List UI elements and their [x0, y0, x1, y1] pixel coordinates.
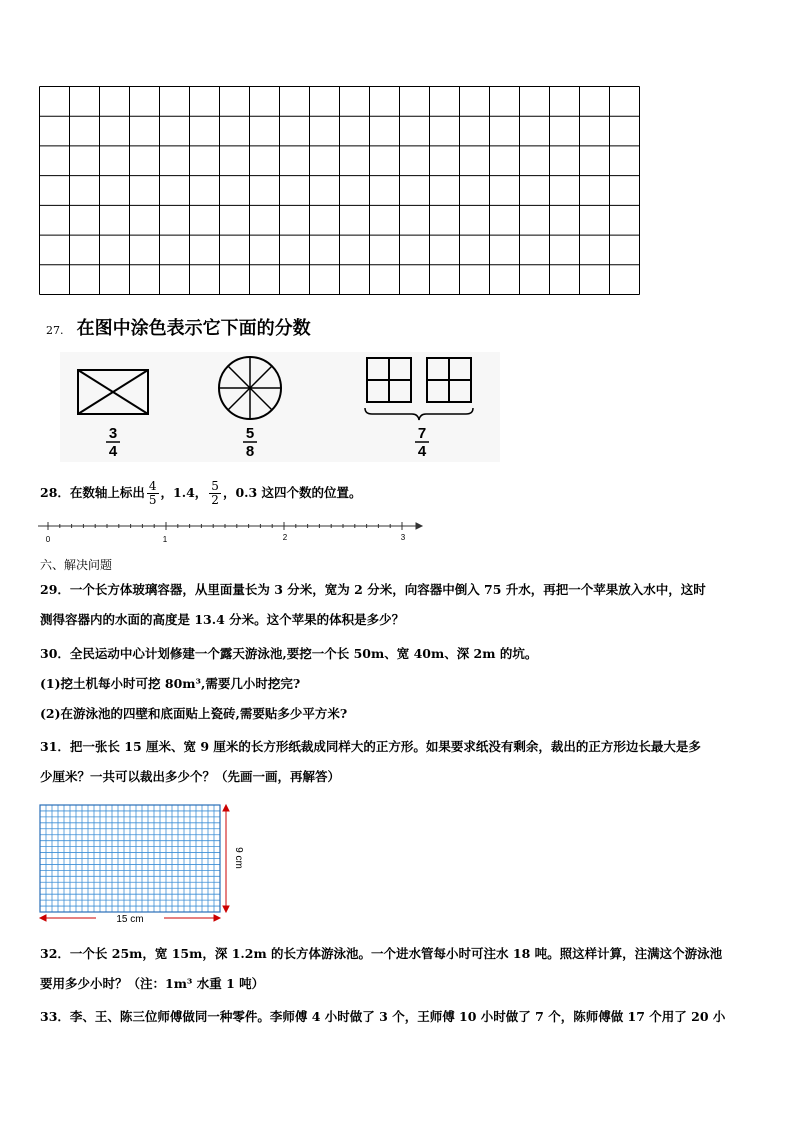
frac2-den: 8 — [245, 443, 255, 460]
q30-line1: 30．全民运动中心计划修建一个露天游泳池,要挖一个长 50m、宽 40m、深 2m 的坑。 — [40, 646, 538, 661]
section-6-title: 六、解决问题 — [40, 558, 113, 572]
q28-f1-num: 4 — [148, 479, 157, 493]
frac2-num: 5 — [245, 425, 255, 442]
frac3-den: 4 — [417, 443, 427, 460]
q31-height-label: 9 cm — [233, 847, 244, 869]
q27-title: 在图中涂色表示它下面的分数 — [76, 318, 311, 339]
q28-f2-den: 2 — [211, 493, 219, 507]
q30-sub1: (1)挖土机每小时可挖 80m³,需要几小时挖完? — [40, 676, 301, 691]
q28-mid: ，1.4， — [160, 485, 208, 500]
tick-label-3: 3 — [400, 533, 406, 542]
number-line-arrow — [416, 523, 422, 529]
tick-label-0: 0 — [45, 535, 51, 544]
tick-label-2: 2 — [282, 533, 288, 542]
q29-line2: 测得容器内的水面的高度是 13.4 分米。这个苹果的体积是多少？ — [40, 612, 405, 627]
top-answer-grid — [39, 86, 640, 295]
q31-width-label: 15 cm — [116, 914, 144, 925]
frac1-num: 3 — [108, 425, 118, 442]
frac1-den: 4 — [108, 443, 118, 460]
q32-line1: 32．一个长 25m，宽 15m，深 1.2m 的长方体游泳池。一个进水管每小时可注水 18 吨。照这样计算，注满这个游泳池 — [40, 946, 723, 961]
q28-text — [40, 473, 362, 513]
q30-sub2: (2)在游泳池的四壁和底面贴上瓷砖,需要贴多少平方米? — [40, 706, 348, 721]
q28-suffix: ，0.3 这四个数的位置。 — [222, 485, 362, 500]
tick-label-1: 1 — [162, 535, 168, 544]
q28-f1-den: 5 — [148, 493, 157, 507]
number-line — [38, 518, 422, 548]
q28-prefix: 28．在数轴上标出 — [40, 485, 145, 500]
q27-heading — [46, 314, 311, 340]
q27-number: 27. — [46, 324, 64, 337]
q28-f2-num: 5 — [211, 479, 219, 493]
q32-line2: 要用多少小时？（注：1m³ 水重 1 吨） — [40, 976, 265, 991]
q31-line2: 少厘米？一共可以裁出多少个？（先画一画，再解答） — [40, 769, 341, 784]
fraction-4-5 — [147, 480, 159, 507]
q29-line1: 29．一个长方体玻璃容器，从里面量长为 3 分米，宽为 2 分米，向容器中倒入 75 升水，再把一个苹果放入水中，这时 — [40, 582, 706, 597]
frac3-num: 7 — [417, 425, 427, 442]
fraction-5-2 — [209, 480, 221, 507]
q31-line1: 31．把一张长 15 厘米、宽 9 厘米的长方形纸裁成同样大的正方形。如果要求纸没有剩余，裁出的正方形边长最大是多 — [40, 739, 701, 754]
q27-figures — [60, 352, 500, 462]
q31-grid-diagram — [36, 802, 244, 928]
q33-line1: 33．李、王、陈三位师傅做同一种零件。李师傅 4 小时做了 3 个，王师傅 10 小时做了 7 个，陈师傅做 17 个用了 20 小 — [40, 1009, 726, 1024]
circle-figure — [219, 357, 281, 419]
